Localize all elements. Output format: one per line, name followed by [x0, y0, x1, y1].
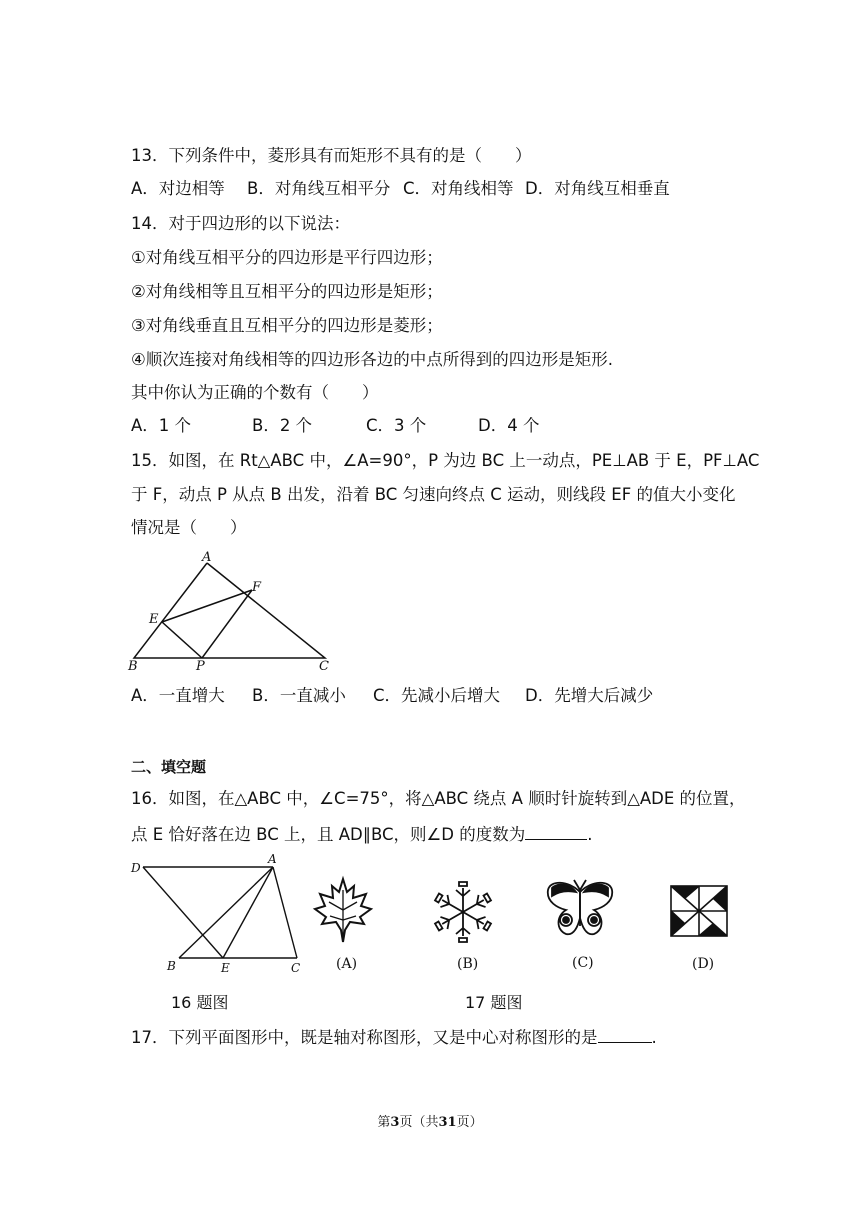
q15-triangle-figure [120, 548, 350, 678]
footer-prefix: 第 [377, 1115, 391, 1130]
q17-figure-caption: 17 题图 [465, 993, 523, 1012]
q15-label-f: F [252, 580, 262, 595]
footer-suffix: 页） [456, 1115, 483, 1130]
q16-label-a: A [268, 852, 277, 866]
q16-answer-blank[interactable] [525, 822, 587, 840]
q14-option-a: A．1 个 [131, 416, 192, 435]
q16-rotation-figure [125, 850, 315, 980]
page-footer [0, 1111, 860, 1130]
butterfly-icon [544, 878, 616, 942]
q14-option-c: C．3 个 [366, 416, 427, 435]
q16-figure-caption: 16 题图 [171, 993, 229, 1012]
pinwheel-icon [667, 882, 731, 940]
q13-option-b: B．对角线互相平分 [247, 179, 391, 198]
q15-line-1: 15．如图，在 Rt△ABC 中，∠A=90°，P 为边 BC 上一动点，PE⊥AB 于 E，PF⊥AC [131, 451, 760, 470]
q13-option-c: C．对角线相等 [403, 179, 514, 198]
q16-line-2 [131, 822, 593, 846]
q13-option-a: A．对边相等 [131, 179, 225, 198]
q13-stem: 13．下列条件中，菱形具有而矩形不具有的是（ ） [131, 146, 532, 165]
q14-item-3: ③对角线垂直且互相平分的四边形是菱形； [131, 316, 443, 335]
q14-item-1: ①对角线互相平分的四边形是平行四边形； [131, 248, 443, 267]
maple-leaf-icon [312, 876, 374, 946]
q15-label-a: A [202, 550, 212, 565]
q15-option-c: C．先减小后增大 [373, 686, 501, 705]
snowflake-icon [432, 880, 494, 944]
q16-label-b: B [167, 959, 176, 973]
q15-line-2: 于 F，动点 P 从点 B 出发，沿着 BC 匀速向终点 C 运动，则线段 EF 的值大小变化 [131, 485, 736, 504]
q17-answer-blank[interactable] [598, 1025, 652, 1043]
q17-label-a: (A) [336, 956, 358, 972]
q14-stem: 14．对于四边形的以下说法： [131, 214, 350, 233]
q15-label-e: E [149, 612, 159, 627]
footer-page-number: 3 [390, 1115, 400, 1130]
q16-label-c: C [291, 961, 301, 975]
q17-label-b: (B) [457, 956, 479, 972]
q14-ask: 其中你认为正确的个数有（ ） [131, 383, 379, 402]
q17-label-d: (D) [692, 956, 715, 972]
q17-label-c: (C) [572, 955, 594, 971]
q14-item-2: ②对角线相等且互相平分的四边形是矩形； [131, 282, 443, 301]
footer-total-pages: 31 [438, 1115, 457, 1130]
section-heading: 二、填空题 [131, 758, 207, 776]
footer-middle: 页（共 [399, 1115, 439, 1130]
q15-label-c: C [319, 659, 329, 674]
q13-option-d: D．对角线互相垂直 [525, 179, 670, 198]
q14-option-d: D．4 个 [478, 416, 540, 435]
q15-option-a: A．一直增大 [131, 686, 225, 705]
q15-option-b: B．一直减小 [252, 686, 346, 705]
q14-item-4: ④顺次连接对角线相等的四边形各边的中点所得到的四边形是矩形. [131, 350, 614, 369]
q16-label-d: D [131, 861, 141, 875]
q15-label-p: P [196, 659, 205, 674]
q15-label-b: B [128, 659, 138, 674]
q17-line [131, 1025, 657, 1049]
q16-line-2-text: 点 E 恰好落在边 BC 上，且 AD∥BC，则∠D 的度数为 [131, 825, 526, 844]
q17-text: 17．下列平面图形中，既是轴对称图形，又是中心对称图形的是 [131, 1028, 598, 1047]
q17-end: . [651, 1028, 657, 1047]
q16-label-e: E [221, 961, 230, 975]
q16-line-2-end: . [587, 825, 593, 844]
q16-line-1: 16．如图，在△ABC 中，∠C=75°，将△ABC 绕点 A 顺时针旋转到△ADE 的位置， [131, 789, 746, 808]
q15-line-3: 情况是（ ） [131, 518, 247, 537]
q14-option-b: B．2 个 [252, 416, 313, 435]
q15-option-d: D．先增大后减少 [525, 686, 654, 705]
